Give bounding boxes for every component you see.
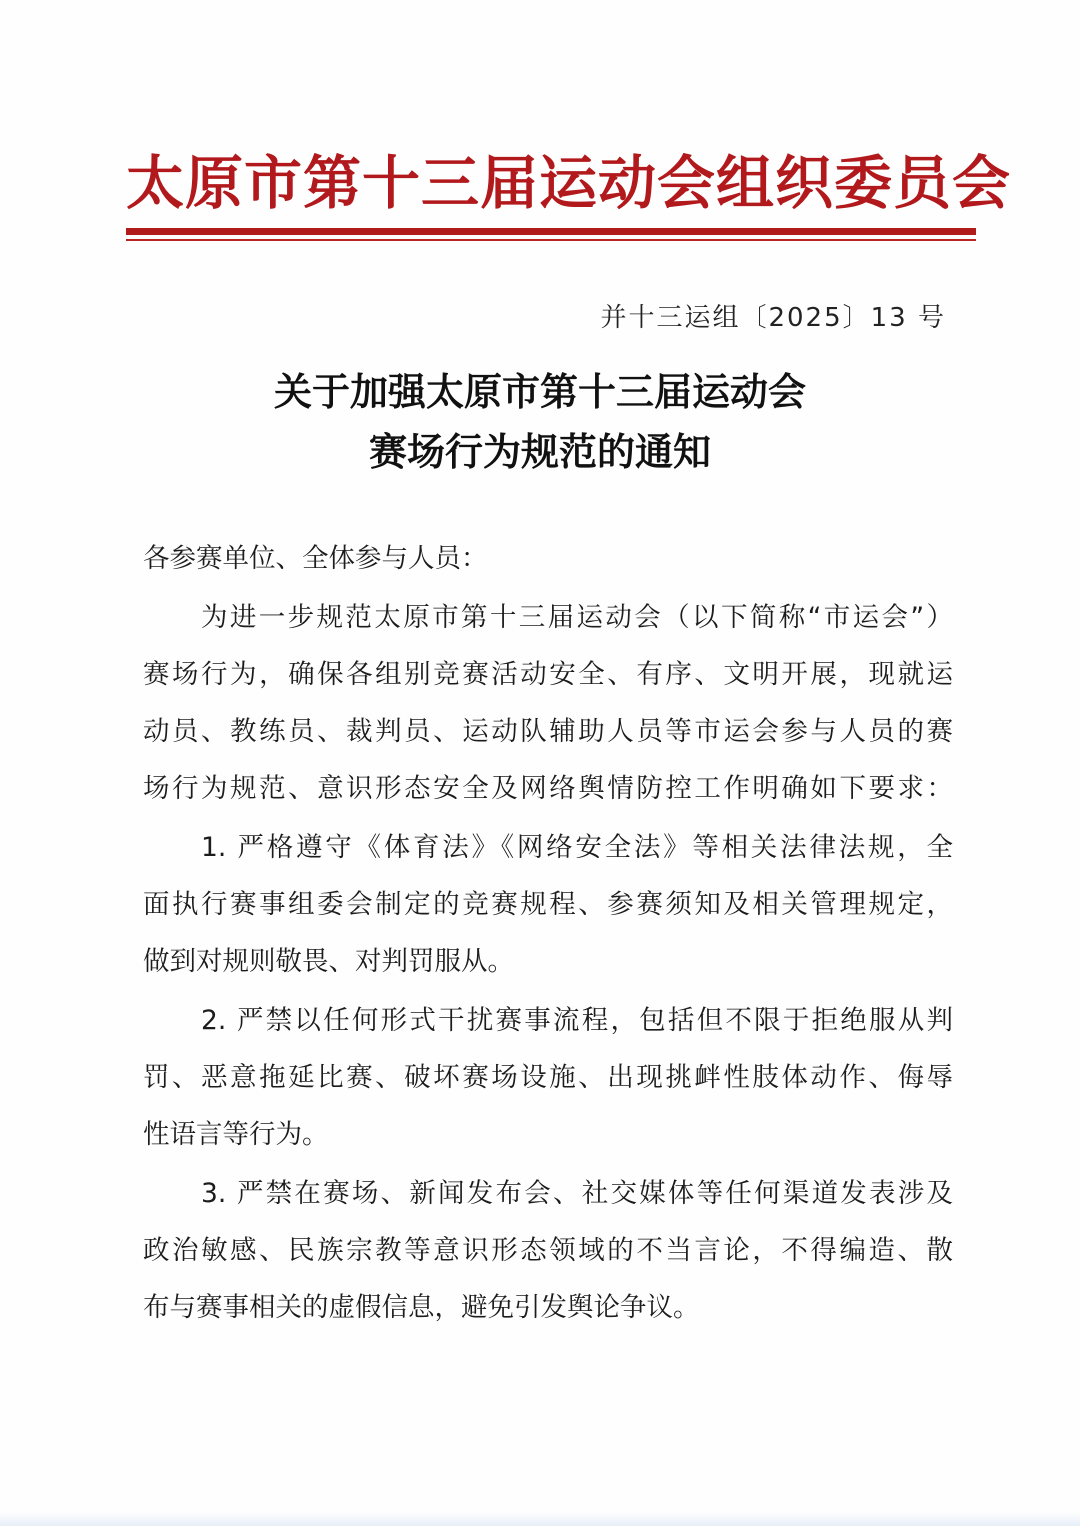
paragraph-line: 动员、教练员、裁判员、运动队辅助人员等市运会参与人员的赛 [143,716,953,747]
paragraph-line: 性语言等行为。 [143,1119,329,1150]
paragraph-line: 1. 严格遵守《体育法》《网络安全法》等相关法律法规，全 [201,832,953,863]
scan-edge-noise [0,1512,1080,1526]
paragraph-line: 做到对规则敬畏、对判罚服从。 [143,946,514,977]
paragraph-line: 布与赛事相关的虚假信息，避免引发舆论争议。 [143,1292,700,1323]
salutation: 各参赛单位、全体参与人员： [143,543,488,574]
document-title-line-1: 关于加强太原市第十三届运动会 [273,369,806,414]
paragraph-line: 赛场行为，确保各组别竞赛活动安全、有序、文明开展，现就运 [143,659,953,690]
paragraph-line: 3. 严禁在赛场、新闻发布会、社交媒体等任何渠道发表涉及 [201,1178,953,1209]
paragraph-item-2 [143,992,953,1163]
paragraph-item-1 [143,819,953,990]
paragraph-line: 场行为规范、意识形态安全及网络舆情防控工作明确如下要求： [143,773,953,804]
document-title [140,362,940,482]
paragraph-line: 为进一步规范太原市第十三届运动会（以下简称“市运会”） [201,602,953,633]
paragraph-intro [143,589,953,817]
document-title-line-2: 赛场行为规范的通知 [368,429,711,474]
document-number: 并十三运组〔2025〕13 号 [600,303,946,333]
paragraph-line: 政治敏感、民族宗教等意识形态领域的不当言论，不得编造、散 [143,1235,953,1266]
paragraph-line: 2. 严禁以任何形式干扰赛事流程，包括但不限于拒绝服从判 [201,1005,953,1036]
header-rule-thin [126,239,976,241]
paragraph-item-3 [143,1165,953,1336]
document-body [143,530,953,1338]
paragraph-line: 罚、恶意拖延比赛、破坏赛场设施、出现挑衅性肢体动作、侮辱 [143,1062,953,1093]
paragraph-line: 面执行赛事组委会制定的竞赛规程、参赛须知及相关管理规定， [143,889,953,920]
header-rule-thick [126,228,976,235]
organization-header: 太原市第十三届运动会组织委员会 [126,149,1012,217]
